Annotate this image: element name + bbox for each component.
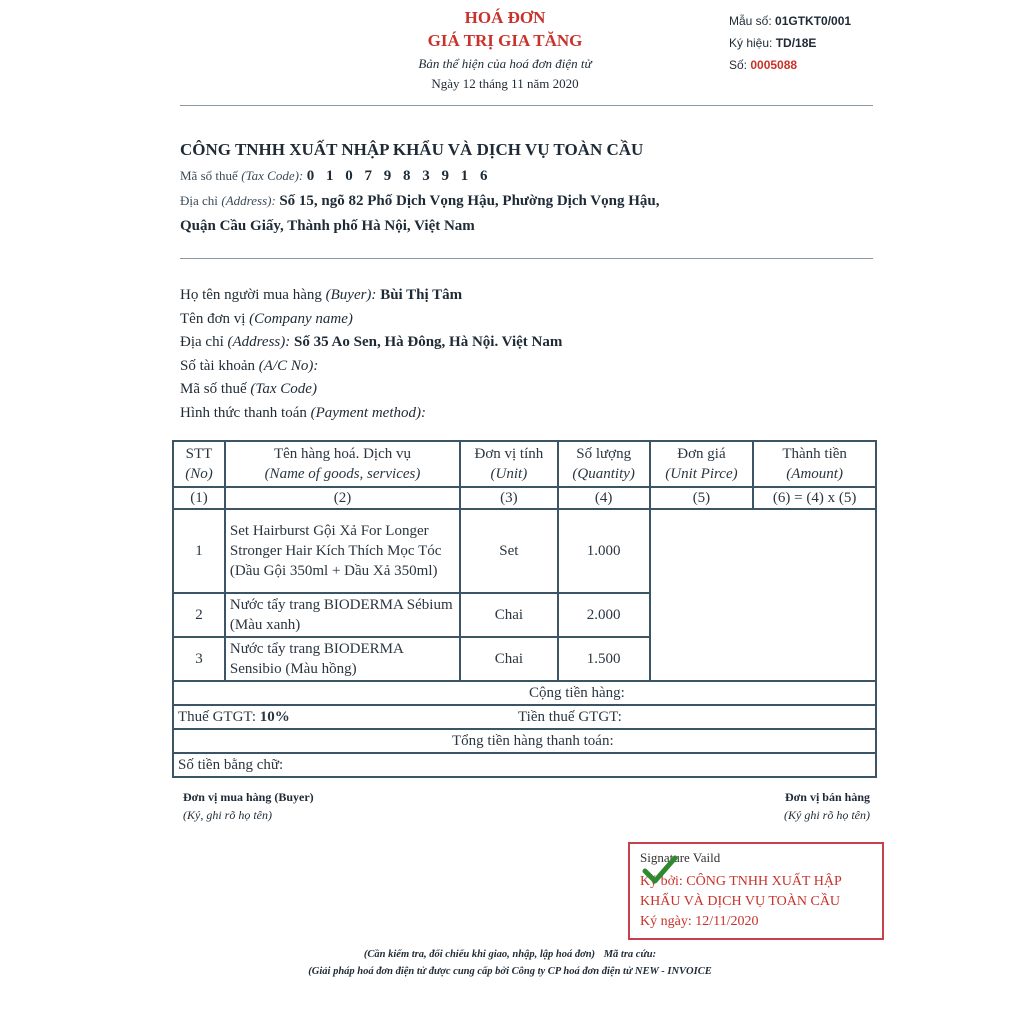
footer-line1 (180, 946, 840, 963)
buyer-name-label-en: (Buyer): (325, 287, 377, 303)
signature-stamp (628, 842, 884, 940)
item-no: 2 (173, 593, 225, 637)
header-vi: STT (185, 446, 213, 462)
seller-tax-code: 0 1 0 7 9 8 3 9 1 6 (306, 168, 492, 184)
item-name: Nước tẩy trang BIODERMA Sébium (Màu xanh) (225, 593, 460, 637)
seller-address-line (180, 189, 880, 214)
index-cell: (4) (558, 487, 650, 509)
index-cell: (1) (173, 487, 225, 509)
header-amount (753, 441, 876, 487)
seller-signature-title: Đơn vị bán hàng (784, 790, 870, 804)
signed-date-line (640, 912, 872, 932)
buyer-signature (183, 788, 314, 824)
header-en: (Quantity) (572, 466, 635, 482)
checkmark-path (645, 858, 675, 881)
seller-tax-label: Mã số thuế (180, 168, 238, 183)
symbol-value: TD/18E (775, 36, 817, 50)
header-unit (460, 441, 558, 487)
buyer-signature-title: Đơn vị mua hàng (Buyer) (183, 790, 314, 804)
seller-section (180, 136, 880, 238)
signed-date-value: 12/11/2020 (695, 914, 759, 929)
seller-name: CÔNG TNHH XUẤT NHẬP KHẨU VÀ DỊCH VỤ TOÀN CẦU (180, 140, 644, 159)
item-unit: Chai (460, 637, 558, 681)
seller-signature (740, 788, 870, 824)
invoice-table (172, 440, 877, 778)
signed-by-value: CÔNG TNHH XUẤT HẬP KHẨU VÀ DỊCH VỤ TOÀN CẦU (640, 874, 842, 909)
item-name: Nước tẩy trang BIODERMA Sensibio (Màu hồng) (225, 637, 460, 681)
header-vi: Tên hàng hoá. Dịch vụ (273, 446, 411, 462)
divider (180, 105, 873, 106)
checkmark-icon (642, 854, 678, 886)
total-row (173, 729, 876, 753)
buyer-address-label-en: (Address): (227, 334, 291, 350)
invoice-date: Ngày 12 tháng 11 năm 2020 (431, 76, 579, 91)
invoice-title-line2: GIÁ TRỊ GIA TĂNG (427, 31, 583, 50)
vat-label: Thuế GTGT: (178, 709, 256, 725)
buyer-address: Số 35 Ao Sen, Hà Đông, Hà Nội. Việt Nam (294, 334, 563, 350)
invoice-title-line1: HOÁ ĐƠN (464, 8, 546, 27)
subtotal-row (173, 681, 876, 705)
total-label: Tổng tiền hàng thanh toán: (173, 729, 876, 753)
invoice-number-label: Số: (729, 58, 748, 72)
item-qty: 2.000 (558, 593, 650, 637)
vat-rate-cell (173, 705, 460, 729)
buyer-company-line (180, 308, 880, 332)
header-qty (558, 441, 650, 487)
invoice-footer (180, 946, 840, 980)
index-cell: (6) = (4) x (5) (753, 487, 876, 509)
index-cell: (2) (225, 487, 460, 509)
seller-tax-label-en: (Tax Code): (241, 168, 304, 183)
footer-note: (Cần kiểm tra, đối chiếu khi giao, nhập, lập hoá đơn) (363, 949, 596, 960)
form-number-label: Mẫu số: (729, 14, 772, 28)
header-vi: Đơn vị tính (474, 446, 544, 462)
invoice-meta (729, 10, 929, 76)
item-unit: Chai (460, 593, 558, 637)
buyer-payment-label-en: (Payment method): (310, 404, 426, 421)
item-no: 3 (173, 637, 225, 681)
buyer-payment-line (180, 402, 880, 426)
buyer-account-label: Số tài khoản (180, 357, 255, 374)
signature-status: Signature Vaild (640, 850, 721, 865)
invoice-subtitle: Bản thể hiện của hoá đơn điện tử (418, 56, 592, 71)
table-row (173, 509, 876, 593)
header-name (225, 441, 460, 487)
buyer-tax-label-en: (Tax Code) (250, 381, 317, 397)
index-cell: (5) (650, 487, 754, 509)
divider (180, 258, 873, 259)
words-label: Số tiền bằng chữ: (173, 753, 876, 777)
signed-by-label: Ký bởi: (640, 874, 683, 889)
seller-address-label-en: (Address): (221, 193, 276, 208)
invoice-header (380, 6, 630, 94)
header-vi: Thành tiền (782, 446, 847, 462)
buyer-company-label: Tên đơn vị (180, 310, 246, 327)
table-header-row (173, 441, 876, 487)
footer-lookup-label: Mã tra cứu: (603, 949, 657, 960)
header-en: (No) (185, 466, 213, 482)
buyer-company-label-en: (Company name) (249, 310, 353, 327)
index-cell: (3) (460, 487, 558, 509)
header-en: (Unit Pirce) (665, 466, 738, 482)
words-row (173, 753, 876, 777)
seller-address-line2: Quận Cầu Giấy, Thành phố Hà Nội, Việt Nam (180, 218, 475, 234)
buyer-address-line (180, 331, 880, 355)
symbol (729, 32, 929, 54)
buyer-section (180, 284, 880, 425)
invoice-number (729, 54, 929, 76)
header-vi: Số lượng (576, 446, 632, 462)
buyer-signature-note: (Ký, ghi rõ họ tên) (183, 808, 272, 822)
form-number (729, 10, 929, 32)
buyer-name-label: Họ tên người mua hàng (180, 287, 322, 303)
header-price (650, 441, 754, 487)
item-qty: 1.500 (558, 637, 650, 681)
vat-row (173, 705, 876, 729)
item-unit: Set (460, 509, 558, 593)
signed-date-label: Ký ngày: (640, 914, 692, 929)
buyer-name-line (180, 284, 880, 308)
header-vi: Đơn giá (677, 446, 726, 462)
buyer-tax-label: Mã số thuế (180, 381, 247, 397)
invoice-number-value: 0005088 (750, 58, 798, 72)
buyer-payment-label: Hình thức thanh toán (180, 404, 307, 421)
seller-signature-note: (Ký ghi rõ họ tên) (784, 808, 870, 822)
header-en: (Name of goods, services) (264, 466, 421, 482)
vat-amount-label: Tiền thuế GTGT: (460, 705, 876, 729)
buyer-account-line (180, 355, 880, 379)
header-en: (Unit) (490, 466, 528, 482)
form-number-value: 01GTKT0/001 (775, 14, 852, 28)
buyer-tax-line (180, 378, 880, 402)
header-en: (Amount) (786, 466, 843, 482)
table-index-row (173, 487, 876, 509)
price-amount-blank (650, 509, 876, 681)
seller-tax-line (180, 164, 880, 189)
subtotal-label: Cộng tiền hàng: (173, 681, 876, 705)
seller-address-label: Địa chỉ (180, 193, 218, 208)
seller-address-line1: Số 15, ngõ 82 Phố Dịch Vọng Hậu, Phường Dịch Vọng Hậu, (279, 193, 660, 209)
vat-rate: 10% (259, 709, 290, 725)
item-name: Set Hairburst Gội Xả For Longer Stronger Hair Kích Thích Mọc Tóc (Dầu Gội 350ml + Dầu Xả 350ml) (225, 509, 460, 593)
buyer-account-label-en: (A/C No): (258, 357, 319, 374)
item-no: 1 (173, 509, 225, 593)
symbol-label: Ký hiệu: (729, 36, 773, 50)
footer-provider: (Giải pháp hoá đơn điện tử được cung cấp bởi Công ty CP hoá đơn điện tử NEW - INVOICE (308, 966, 712, 977)
buyer-address-label: Địa chỉ (180, 334, 224, 350)
buyer-name: Bùi Thị Tâm (380, 287, 463, 303)
header-no (173, 441, 225, 487)
item-qty: 1.000 (558, 509, 650, 593)
